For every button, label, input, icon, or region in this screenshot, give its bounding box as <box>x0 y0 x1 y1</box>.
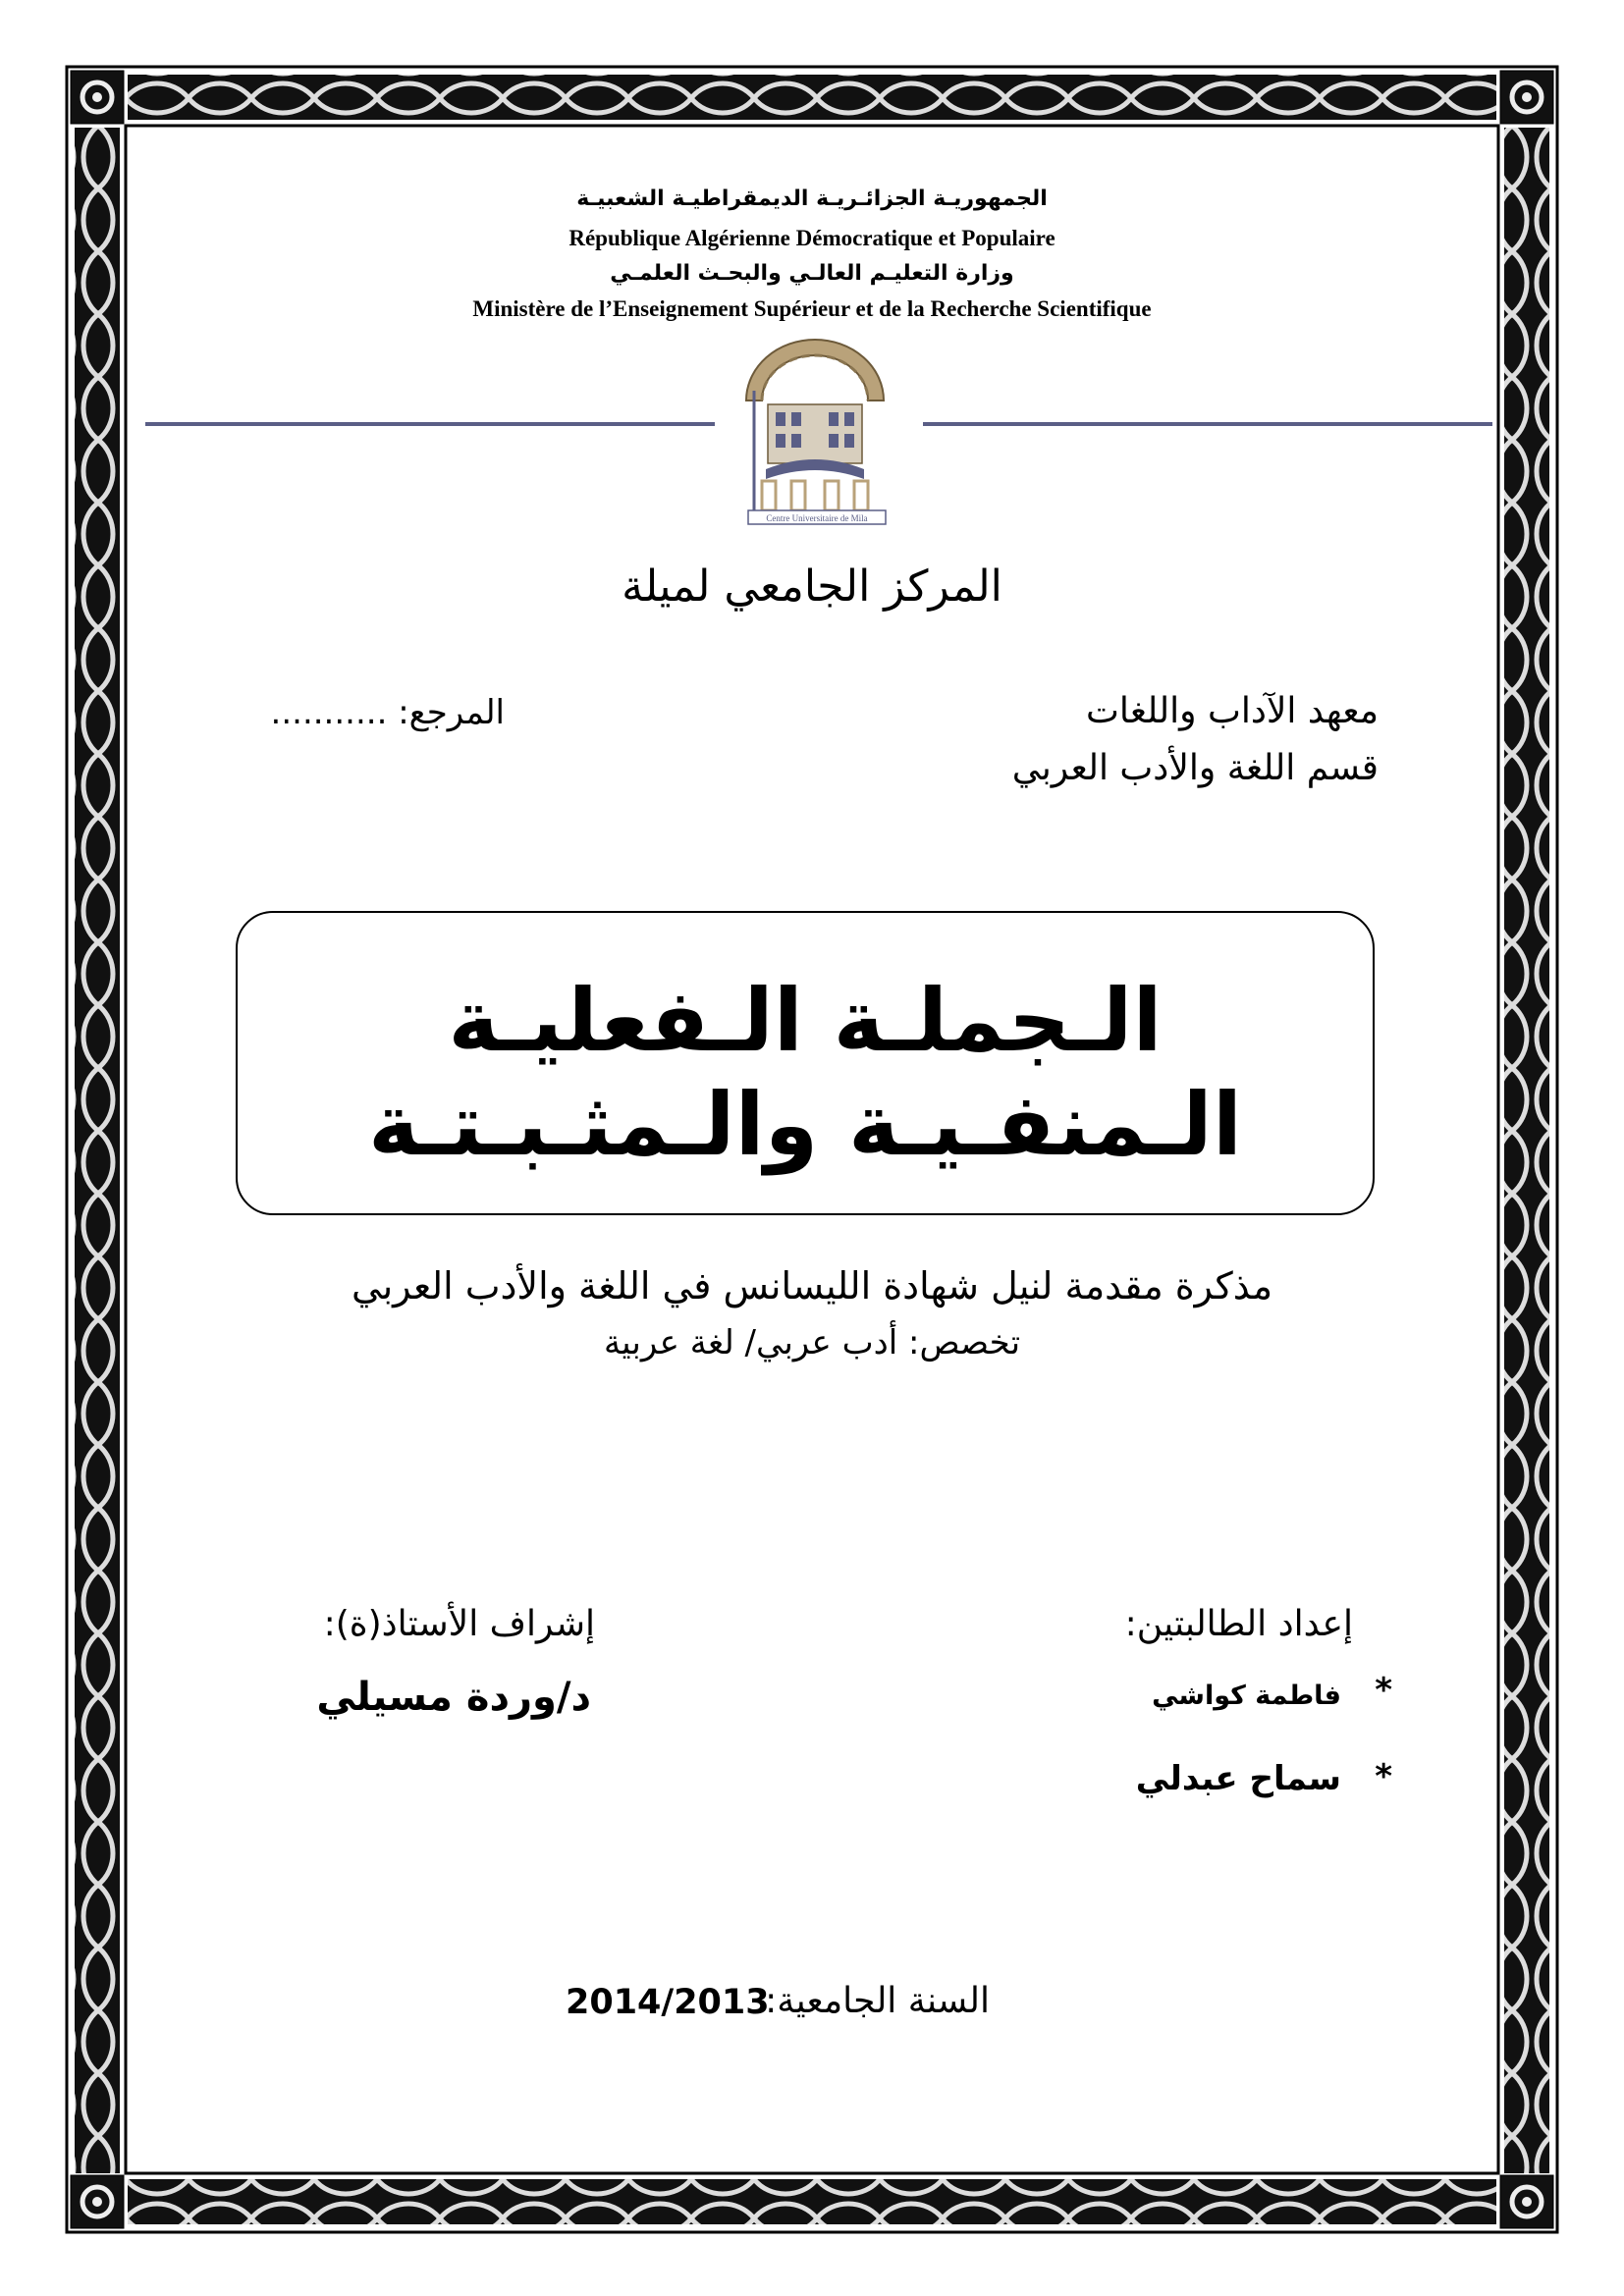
student-bullet-2: * <box>1375 1757 1392 1796</box>
header-rule-left <box>145 422 715 426</box>
university-logo <box>727 332 903 526</box>
republic-name-french: République Algérienne Démocratique et Populaire <box>568 226 1056 250</box>
reference-field: المرجع: ........... <box>270 693 505 732</box>
academic-year-value: 2014/2013 <box>566 1983 770 2022</box>
thesis-purpose: مذكرة مقدمة لنيل شهادة الليسانس في اللغة والأدب العربي <box>351 1264 1273 1308</box>
thesis-title-line-1: الـجملـة الـفعليـة <box>448 970 1163 1071</box>
institute-name: معهد الآداب واللغات <box>1086 691 1379 731</box>
ministry-name-arabic: وزارة التعليـم العالـي والبحـث العلمـي <box>610 261 1014 286</box>
department-name: قسم اللغة والأدب العربي <box>1011 748 1379 788</box>
header-rule-right <box>923 422 1492 426</box>
student-name-2: سماح عبدلي <box>1135 1759 1341 1798</box>
supervisor-name: د/وردة مسيلي <box>316 1675 591 1720</box>
center-name: المركز الجامعي لميلة <box>622 561 1002 612</box>
academic-year-label: السنة الجامعية: <box>765 1981 990 2021</box>
thesis-title-box <box>236 911 1375 1215</box>
republic-name-arabic: الجمهوريـة الجزائـريـة الديمقراطيـة الشعبيـة <box>576 187 1048 211</box>
student-name-1: فاطمة كواشي <box>1152 1681 1341 1711</box>
logo-caption: Centre Universitaire de Mila <box>766 513 868 523</box>
thesis-specialty: تخصص: أدب عربي/ لغة عربية <box>603 1323 1021 1362</box>
supervisor-label: إشراف الأستاذ(ة): <box>323 1604 595 1644</box>
students-label: إعداد الطالبتين: <box>1124 1604 1353 1644</box>
student-bullet-1: * <box>1375 1671 1392 1710</box>
thesis-title-line-2: الـمنفـيـة والـمثـبـتـة <box>368 1074 1242 1175</box>
ministry-name-french: Ministère de l’Enseignement Supérieur et de la Recherche Scientifique <box>472 296 1152 321</box>
